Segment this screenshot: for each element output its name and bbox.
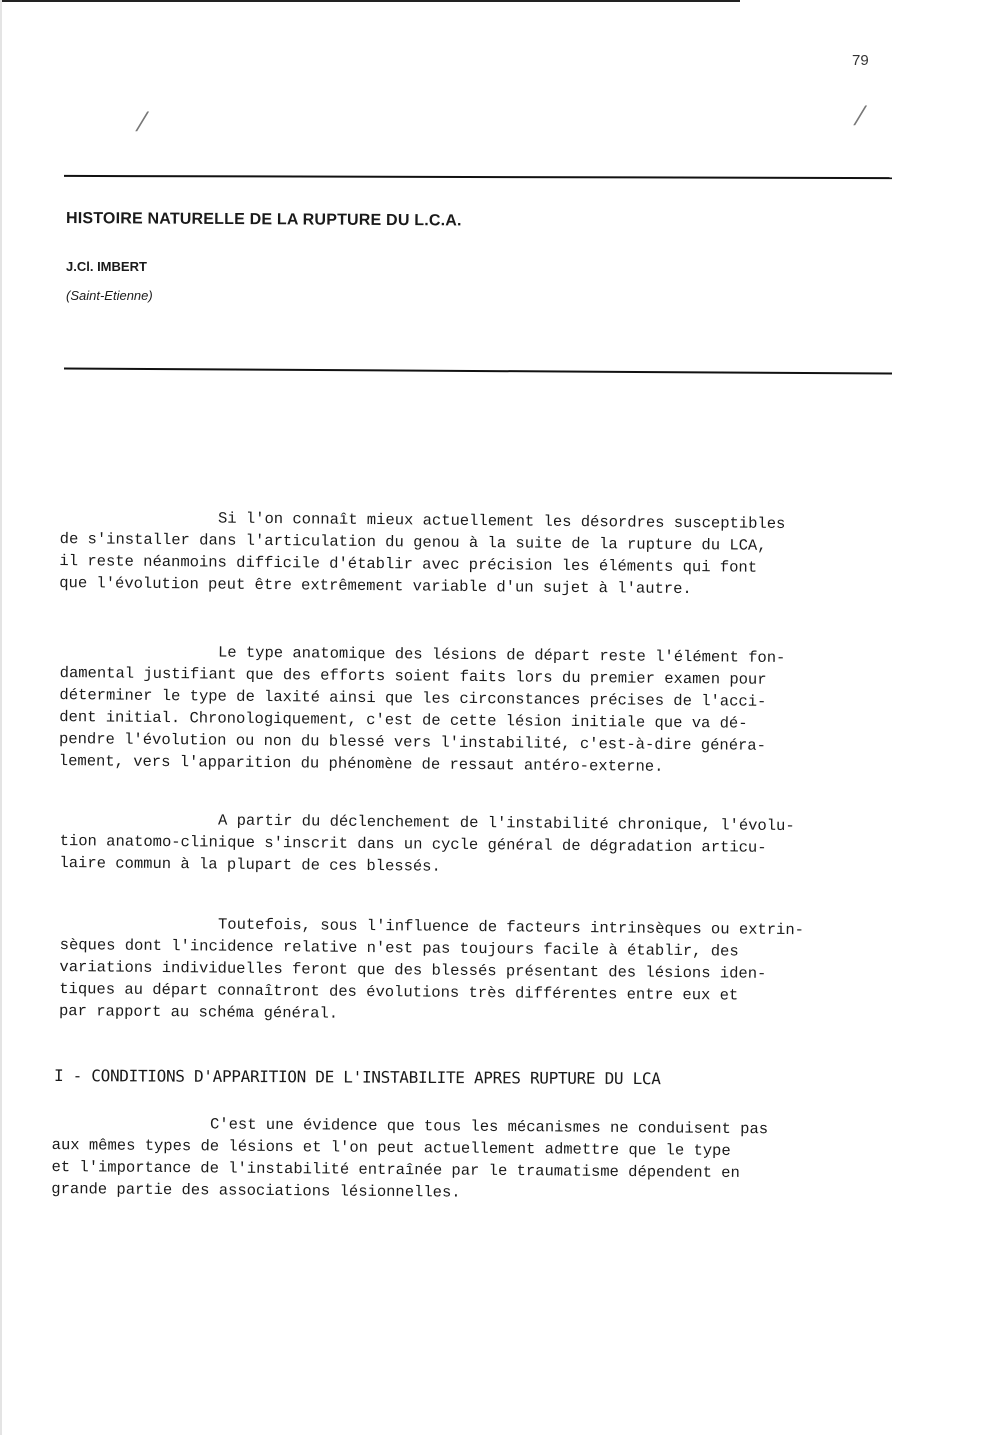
scan-left-edge xyxy=(0,0,2,1435)
scan-top-border xyxy=(0,0,740,2)
section-heading: I - CONDITIONS D'APPARITION DE L'INSTABILITE APRES RUPTURE DU LCA xyxy=(53,1066,661,1089)
author-affiliation: (Saint-Etienne) xyxy=(66,288,153,303)
paragraph-3: A partir du déclenchement de l'instabilité chronique, l'évolu- tion anatomo-clinique s'inscrit dans un cycle général de dégradation articu- laire commun à la plupart de ces blessés. xyxy=(59,809,795,876)
header-rule-top xyxy=(64,175,892,179)
header-rule-bottom xyxy=(64,367,892,374)
paragraph-4: Toutefois, sous l'influence de facteurs intrinsèques ou extrin- sèques dont l'incidence relative n'est pas toujours facile à établir, des variations individuelles feront que des blessés présentant des lésions iden- tiques au départ connaîtront des évolutions très différentes entre eux et par rapport au schéma général. xyxy=(58,913,805,1023)
paragraph-2: Le type anatomique des lésions de départ reste l'élément fon- damental justifiant que des efforts soient faits lors du premier examen pour déterminer le type de laxité ainsi que les circonstances précises de l'acci- dent initial. Chronologiquement, c'est de cette lésion initiale que va dé- pendre l'évolution ou non du blessé vers l'instabilité, c'est-à-dire généra- lement, vers l'apparition du phénomène de ressaut antéro-externe. xyxy=(58,641,786,776)
section-paragraph: C'est une évidence que tous les mécanismes ne conduisent pas aux mêmes types de lésions et l'on peut actuellement admettre que le type et l'importance de l'instabilité entraînée par le traumatisme dépendent en grande partie des associations lésionnelles. xyxy=(51,1113,769,1202)
article-author: J.Cl. IMBERT xyxy=(66,259,147,274)
pen-mark-icon: ⁄ xyxy=(858,102,863,132)
paragraph-1: Si l'on connaît mieux actuellement les désordres susceptibles de s'installer dans l'articulation du genou à la suite de la rupture du LCA, il reste néanmoins difficile d'établir avec précision les éléments qui font que l'évolution peut être extrêmement variable d'un sujet à l'autre. xyxy=(59,507,786,599)
article-title: HISTOIRE NATURELLE DE LA RUPTURE DU L.C.A. xyxy=(65,210,462,230)
page-number: 79 xyxy=(852,52,869,69)
pen-mark-icon: ⁄ xyxy=(140,108,145,138)
